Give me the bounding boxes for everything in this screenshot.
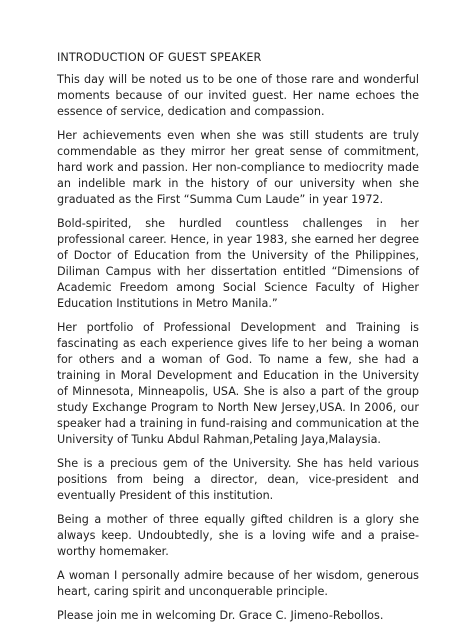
- paragraph-admiration: A woman I personally admire because of her wisdom, generous heart, caring spirit and unconquerable principle.: [57, 569, 419, 598]
- paragraph-achievements: Her achievements even when she was still students are truly commendable as they mirror her great sense of commitment, hard work and passion. Her non-compliance to mediocrity made an indelible mark in the history of our university when she graduated as the First “Summa Cum Laude” in year 1972.: [57, 129, 419, 206]
- document-page: [57, 50, 419, 624]
- paragraph-career: Bold-spirited, she hurdled countless challenges in her professional career. Hence, in year 1983, she earned her degree of Doctor of Education from the University of the Philippines, Diliman Campus with her dissertation entitled “Dimensions of Academic Freedom among Social Science Faculty of Higher Education Institutions in Metro Manila.”: [57, 217, 419, 310]
- paragraph-opening: This day will be noted us to be one of those rare and wonderful moments because of our invited guest. Her name echoes the essence of service, dedication and compassion.: [57, 73, 419, 118]
- paragraph-training: Her portfolio of Professional Development and Training is fascinating as each experience gives life to her being a woman for others and a woman of God. To name a few, she had a training in Moral Development and Education in the University of Minnesota, Minneapolis, USA. She is also a part of the group study Exchange Program to North New Jersey,USA. In 2006, our speaker had a training in fund-raising and communication at the University of Tunku Abdul Rahman,Petaling Jaya,Malaysia.: [57, 321, 419, 446]
- paragraph-family: Being a mother of three equally gifted children is a glory she always keep. Undoubtedly, she is a loving wife and a praise-worthy homemaker.: [57, 513, 419, 558]
- paragraph-welcome: Please join me in welcoming Dr. Grace C. Jimeno-Rebollos.: [57, 609, 384, 622]
- document-title: INTRODUCTION OF GUEST SPEAKER: [57, 51, 262, 64]
- paragraph-positions: She is a precious gem of the University. She has held various positions from being a director, dean, vice-president and eventually President of this institution.: [57, 457, 419, 502]
